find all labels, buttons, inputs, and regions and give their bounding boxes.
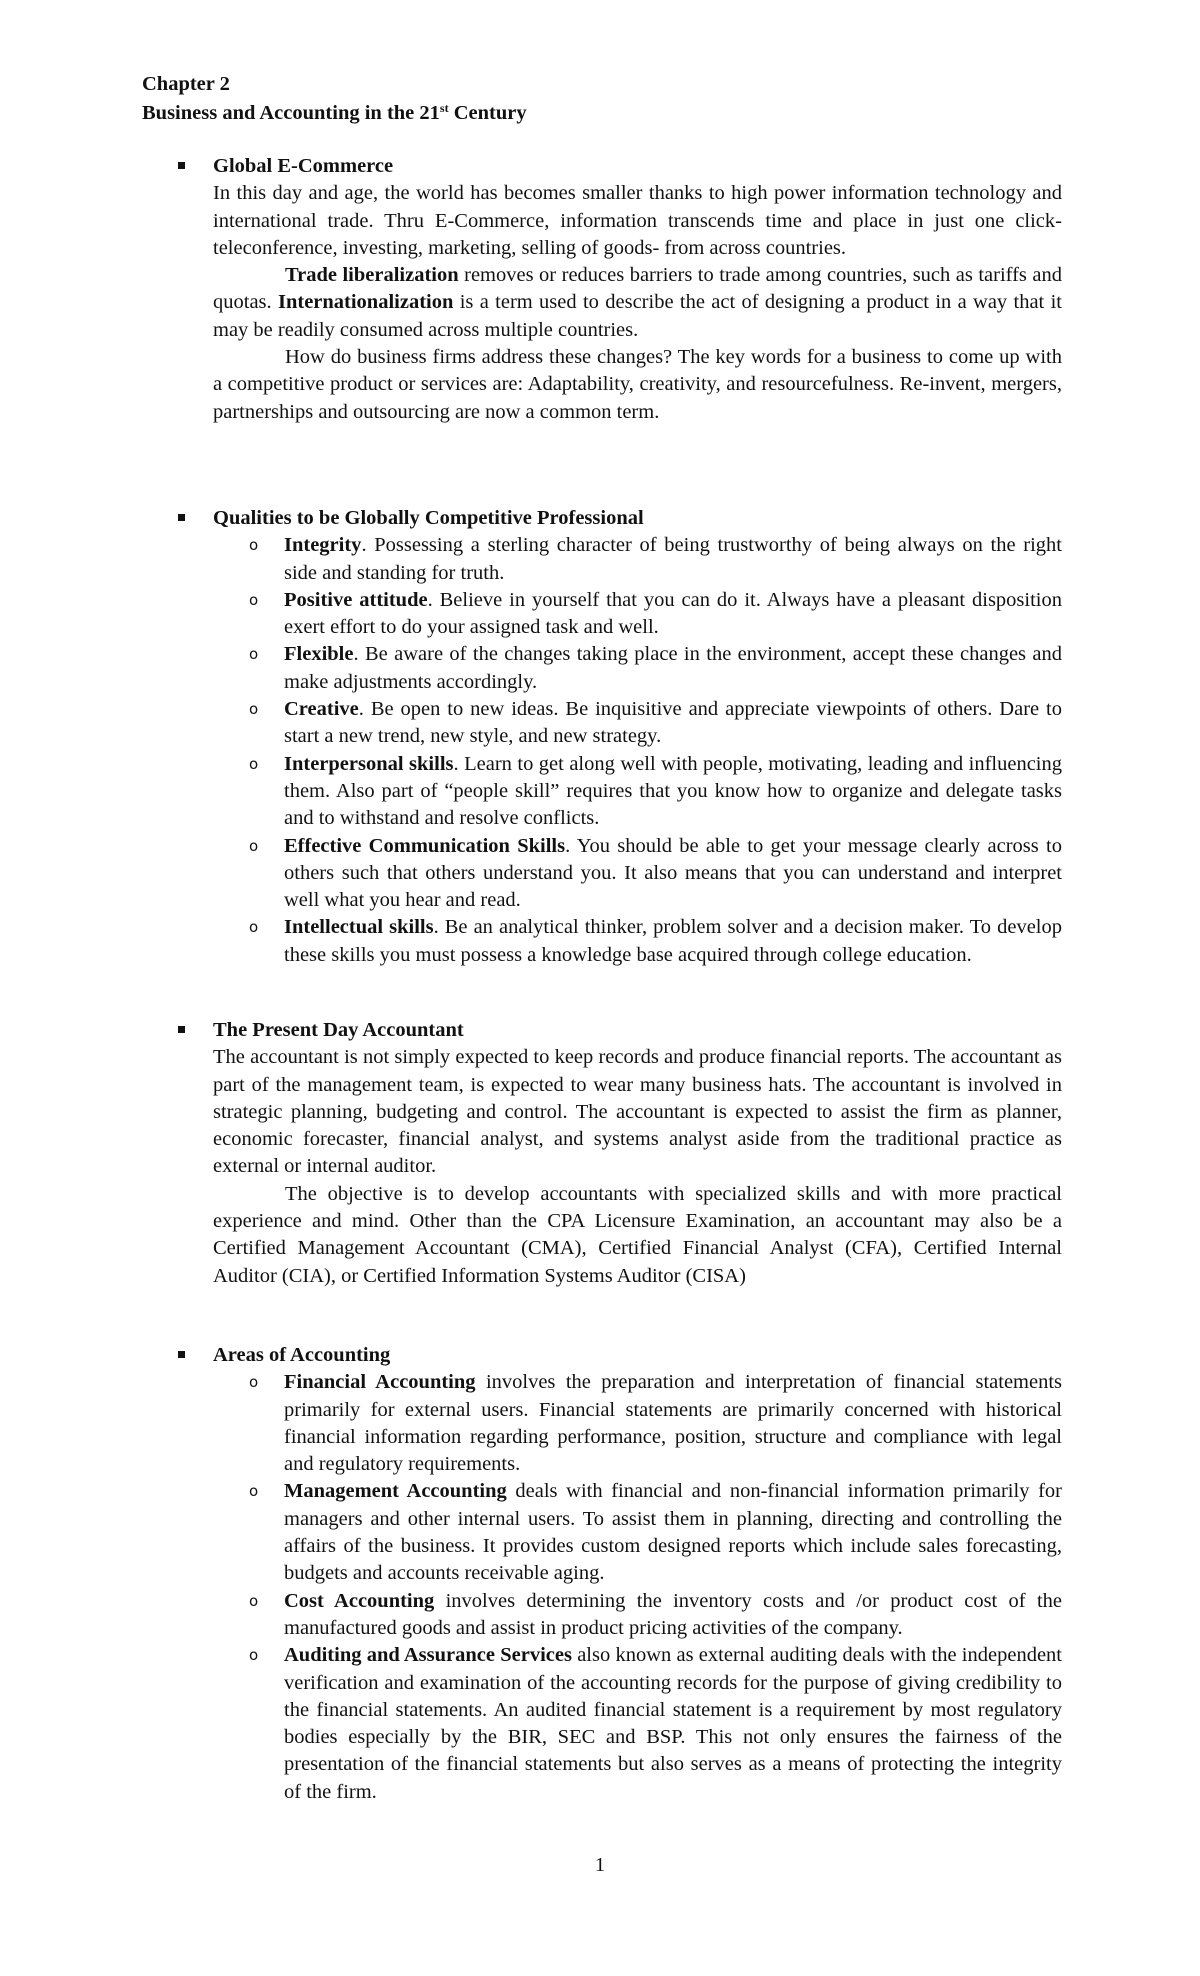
item-description: deals with financial and non-financial information primarily for managers and other internal users. To assist them in planning, directing and controlling the affairs of the business. It provides custom designed reports which include sales forecasting, budgets and accounts receivable aging.: [284, 1480, 1062, 1585]
item-term: Interpersonal skills: [284, 752, 454, 775]
chapter-title: [142, 99, 1062, 128]
list-item: [249, 833, 1062, 915]
chapter-title-superscript: st: [439, 101, 449, 115]
section-present-day-accountant: [142, 1017, 1062, 1290]
item-term: Intellectual skills: [284, 916, 434, 939]
sub-list: [142, 1369, 1062, 1806]
circle-bullet-icon: o: [249, 1482, 259, 1501]
square-bullet-icon: [178, 514, 185, 521]
section-globally-competitive-qualities: [142, 505, 1062, 969]
list-item: [249, 641, 1062, 696]
list-item: [249, 1369, 1063, 1478]
paragraph-text: How do business firms address these changes? The key words for a business to come up with a competitive product or services are: Adaptability, creativity, and resourcefulness. Re-invent, mergers, partnerships and outsourcing are now a common term.: [213, 346, 1062, 423]
list-item: [249, 1478, 1062, 1587]
item-term: Cost Accounting: [284, 1589, 435, 1612]
section-global-ecommerce: [142, 153, 1062, 426]
item-term: Effective Communication Skills: [284, 834, 566, 857]
item-term: Creative: [284, 698, 359, 721]
circle-bullet-icon: o: [249, 1646, 259, 1665]
square-bullet-icon: [178, 1026, 185, 1033]
section-areas-of-accounting: [142, 1342, 1062, 1806]
square-bullet-icon: [178, 162, 185, 169]
paragraph: [213, 1044, 1062, 1180]
circle-bullet-icon: o: [249, 700, 259, 719]
list-item: [249, 751, 1062, 833]
circle-bullet-icon: o: [249, 645, 259, 664]
chapter-title-tail: Century: [448, 102, 527, 124]
circle-bullet-icon: o: [249, 590, 259, 609]
chapter-number: Chapter 2: [142, 73, 230, 95]
item-term: Integrity: [284, 534, 362, 557]
section-title: The Present Day Accountant: [213, 1019, 464, 1041]
item-description: . Be aware of the changes taking place in the environment, accept these changes and make adjustments accordingly.: [284, 643, 1062, 693]
circle-bullet-icon: o: [249, 1591, 259, 1610]
list-item: [249, 587, 1062, 642]
item-term: Management Accounting: [284, 1480, 507, 1503]
item-description: . Be an analytical thinker, problem solver and a decision maker. To develop these skills you must possess a knowledge base acquired through college education.: [284, 916, 1062, 966]
item-description: involves the preparation and interpretation of financial statements primarily for external users. Financial statements are primarily concerned with historical financial information regarding performance, position, structure and compliance with legal and regulatory requirements.: [284, 1371, 1063, 1476]
chapter-title-main: Business and Accounting in the 21: [142, 102, 440, 124]
paragraph: [213, 344, 1062, 426]
list-item: [249, 1642, 1062, 1806]
circle-bullet-icon: o: [249, 836, 259, 855]
section-title: Global E-Commerce: [213, 155, 394, 177]
item-description: . Believe in yourself that you can do it. Always have a pleasant disposition exert effort to do your assigned task and well.: [284, 588, 1062, 639]
circle-bullet-icon: o: [249, 536, 259, 555]
paragraph-text: removes or reduces barriers to trade among countries, such as tariffs and quotas.: [213, 264, 1062, 314]
paragraph-text: is a term used to describe the act of designing a product in a way that it may be readily consumed across multiple countries.: [213, 291, 1062, 341]
paragraph: [213, 262, 1062, 344]
section-title: Areas of Accounting: [213, 1344, 391, 1366]
paragraph-text: The objective is to develop accountants with specialized skills and with more practical experience and mind. Other than the CPA Licensure Examination, an accountant may also be a Certified Management Accountant (CMA), Certified Financial Analyst (CFA), Certified Internal Auditor (CIA), or Certified Information Systems Auditor (CISA): [213, 1182, 1062, 1287]
paragraph: [213, 1181, 1062, 1290]
item-description: . Learn to get along well with people, motivating, leading and influencing them. Also part of “people skill” requires that you know how to organize and delegate tasks and to withstand and resolve conflicts.: [284, 752, 1062, 830]
list-item: [249, 914, 1062, 969]
paragraph: [213, 180, 1062, 262]
key-term: Trade liberalization: [285, 264, 459, 287]
list-item: [249, 532, 1062, 587]
section-title: Qualities to be Globally Competitive Professional: [213, 507, 644, 529]
item-description: . You should be able to get your message clearly across to others such that others understand you. It also means that you can understand and interpret well what you hear and read.: [284, 834, 1062, 912]
paragraph-text: In this day and age, the world has becomes smaller thanks to high power information technology and international trade. Thru E-Commerce, information transcends time and place in just one click- teleconference, investing, marketing, selling of goods- from across countries.: [213, 182, 1062, 259]
paragraph-text: The accountant is not simply expected to keep records and produce financial reports. The accountant as part of the management team, is expected to wear many business hats. The accountant is involved in strategic planning, budgeting and control. The accountant is expected to assist the firm as planner, economic forecaster, financial analyst, and systems analyst aside from the traditional practice as external or internal auditor.: [213, 1046, 1062, 1178]
page-number: 1: [594, 1854, 606, 1876]
circle-bullet-icon: o: [249, 918, 259, 937]
circle-bullet-icon: o: [249, 754, 259, 773]
item-term: Financial Accounting: [284, 1371, 476, 1394]
circle-bullet-icon: o: [249, 1373, 259, 1392]
square-bullet-icon: [178, 1351, 185, 1358]
key-term: Internationalization: [277, 291, 454, 314]
item-term: Flexible: [284, 643, 354, 666]
item-description: involves determining the inventory costs and /or product cost of the manufactured goods and assist in product pricing activities of the company.: [284, 1589, 1062, 1639]
item-term: Auditing and Assurance Services: [284, 1644, 572, 1667]
list-item: [249, 696, 1062, 751]
item-description: . Be open to new ideas. Be inquisitive and appreciate viewpoints of others. Dare to start a new trend, new style, and new strategy.: [284, 698, 1062, 748]
item-description: also known as external auditing deals with the independent verification and examination of the accounting records for the purpose of giving credibility to the financial statements. An audited financial statement is a requirement by most regulatory bodies especially by the BIR, SEC and BSP. This not only ensures the fairness of the presentation of the financial statements but also serves as a means of protecting the integrity of the firm.: [284, 1644, 1062, 1803]
item-term: Positive attitude: [284, 588, 428, 611]
list-item: [249, 1588, 1062, 1643]
item-description: . Possessing a sterling character of being trustworthy of being always on the right side and standing for truth.: [284, 534, 1062, 584]
sub-list: [142, 532, 1062, 969]
chapter-heading: [142, 70, 1062, 128]
